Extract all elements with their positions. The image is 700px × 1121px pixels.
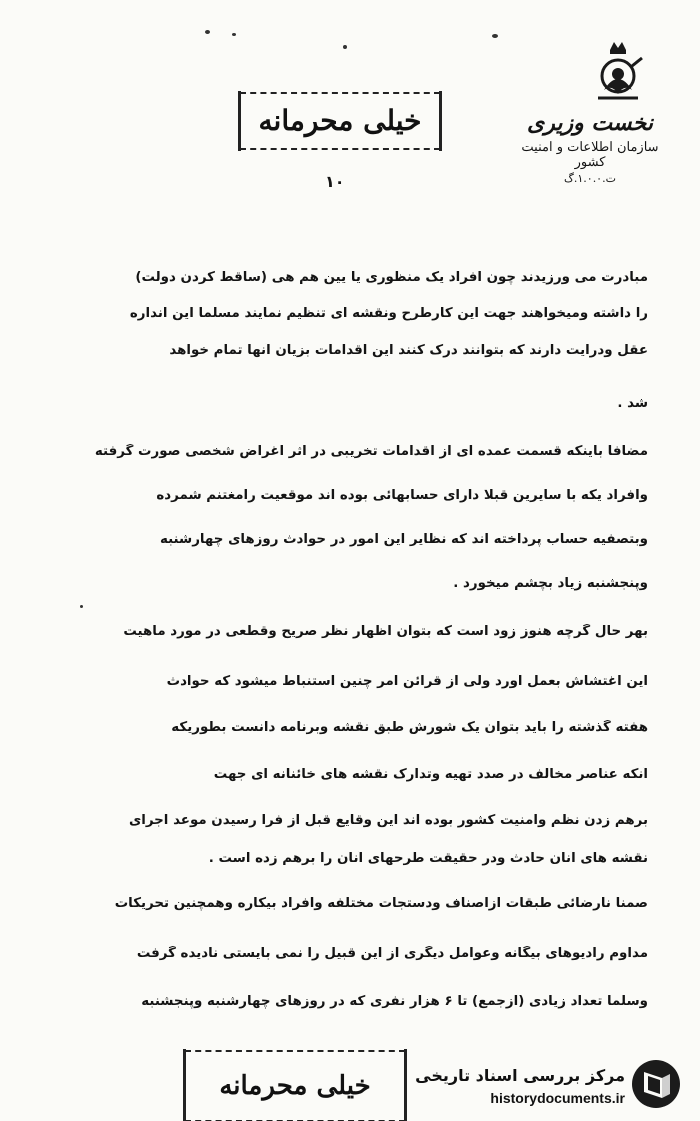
- office-subtitle: سازمان اطلاعات و امنیت کشور: [521, 140, 659, 170]
- office-title: نخست وزیری: [527, 110, 653, 136]
- watermark-url[interactable]: historydocuments.ir: [490, 1090, 625, 1106]
- body-line: هفته گذشته را باید بتوان یک شورش طبق نقشه وبرنامه دانست بطوریکه: [171, 720, 648, 735]
- classification-stamp-top: [240, 92, 440, 150]
- office-header: [510, 110, 670, 185]
- body-line: برهم زدن نظم وامنیت کشور بوده اند این وقایع قبل از فرا رسیدن موعد اجرای: [128, 813, 648, 828]
- body-line: آنکه عناصر مخالف در صدد تهیه وتدارک نقشه های خائنانه ای جهت: [213, 767, 648, 782]
- body-line: این اغتشاش بعمل آورد ولی از قرائن امر چنین استنباط میشود که حوادث: [166, 674, 648, 689]
- body-line: عقل ودرایت دارند که بتوانند درک کنند این اقدامات بزیان آنها تمام خواهد: [169, 343, 648, 358]
- body-line: نقشه های آنان حادث ودر حقیقت طرحهای آنان را برهم زده است .: [208, 851, 648, 866]
- archive-logo-icon: [630, 1058, 682, 1110]
- classification-stamp-top-text: خیلی محرمانه: [258, 104, 422, 137]
- scan-speck: [343, 45, 347, 49]
- body-line: مضافا باینکه قسمت عمده ای از اقدامات تخریبی در اثر اغراض شخصی صورت گرفته: [94, 444, 648, 459]
- body-line: بهر حال گرچه هنوز زود است که بتوان اظهار نظر صریح وقطعی در مورد ماهیت: [123, 624, 648, 639]
- body-line: صمنا نارضائی طبقات ازاصناف ودستجات مختلفه وافراد بیکاره وهمچنین تحریکات: [114, 896, 648, 911]
- body-line: وافراد یکه با سایرین قبلا دارای حسابهائی بوده اند موقعیت رامغتنم شمرده: [156, 488, 648, 503]
- body-line: وسلما تعداد زیادی (ازجمع) تا ۶ هزار نفری که در روزهای چهارشنبه وپنجشنبه: [141, 994, 648, 1009]
- lion-and-sun-emblem-icon: [588, 38, 648, 108]
- scan-speck: [80, 605, 83, 608]
- body-line: وبتصفیه حساب پرداخته اند که نظایر این امور در حوادث روزهای چهارشنبه: [159, 532, 648, 547]
- reference-code: ت.۱.۰.۰.گ: [564, 172, 616, 185]
- body-line: را داشته ومیخواهند جهت این کارطرح ونقشه ای تنظیم نمایند مسلما این انداره: [129, 306, 648, 321]
- watermark-name: مرکز بررسی اسناد تاریخی: [415, 1066, 625, 1085]
- body-line: وپنجشنبه زیاد بچشم میخورد .: [453, 576, 648, 591]
- body-line: مداوم رادیوهای بیگانه وعوامل دیگری از این قبیل را نمی بایستی نادیده گرفت: [136, 946, 648, 961]
- classification-stamp-bottom: [185, 1050, 405, 1121]
- page-number: ۱۰: [325, 172, 345, 191]
- body-line: شد .: [617, 396, 648, 411]
- scan-speck: [492, 34, 498, 38]
- classification-stamp-bottom-text: خیلی محرمانه: [219, 1071, 371, 1101]
- body-line: مبادرت می ورزیدند چون افراد یک منظوری یا یین هم هی (ساقط کردن دولت): [135, 270, 648, 285]
- scan-speck: [205, 30, 210, 34]
- scan-speck: [232, 33, 236, 36]
